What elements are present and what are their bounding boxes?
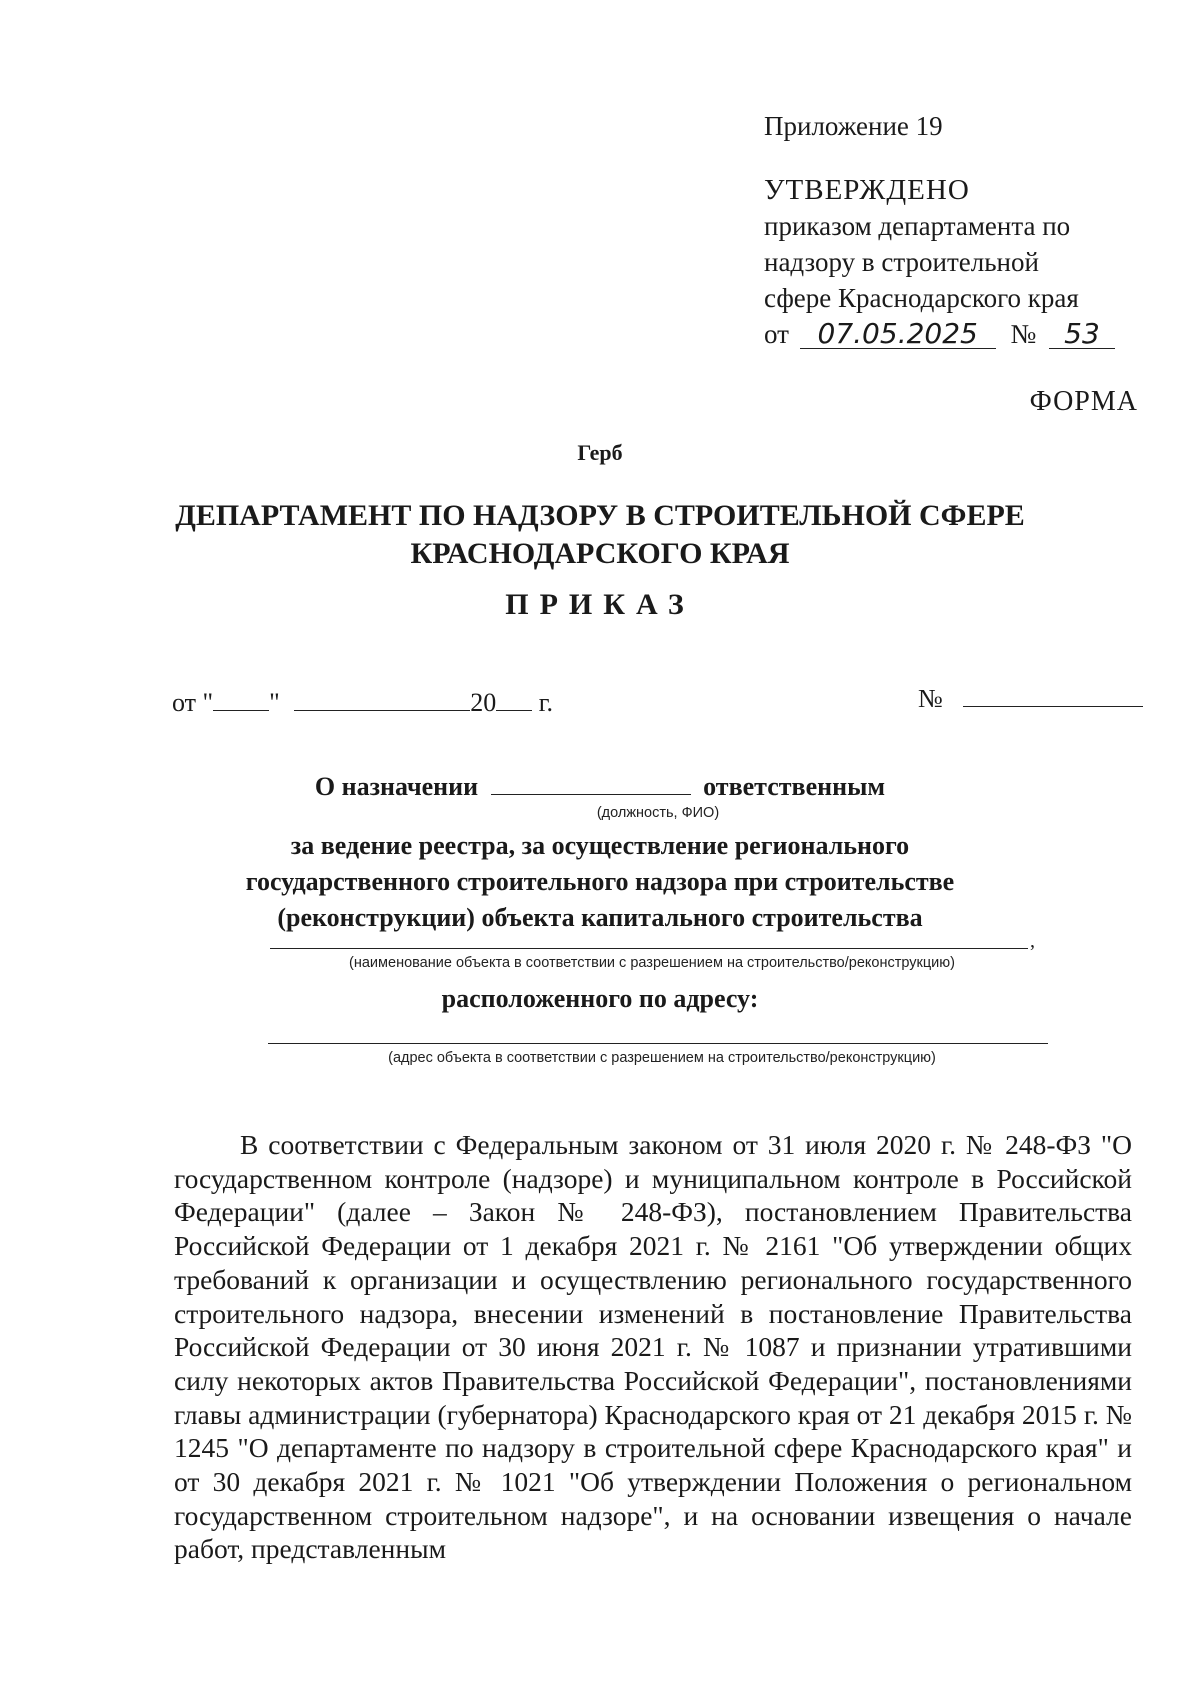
order-title-line-1: за ведение реестра, за осуществление регионального (290, 831, 910, 860)
appendix-label: Приложение 19 (764, 111, 943, 141)
order-date-quote-open: " (202, 688, 214, 717)
object-name-hint: (наименование объекта в соответствии с разрешением на строительство/реконструкцию) (349, 955, 955, 971)
object-name-comma: , (1030, 930, 1035, 952)
appointment-prefix: О назначении (314, 772, 479, 801)
order-title (200, 828, 1000, 936)
order-title-line-2: государственного строительного надзора при строительстве (245, 867, 955, 896)
order-date-line (172, 688, 553, 718)
form-label: ФОРМА (1029, 386, 1138, 417)
department-name (150, 497, 1050, 573)
coat-of-arms-placeholder: Герб (577, 440, 623, 465)
order-day-blank (213, 688, 269, 711)
department-name-line-2: КРАСНОДАРСКОГО КРАЯ (410, 537, 790, 570)
order-year-prefix: 20 (470, 688, 497, 717)
approval-date-row (764, 316, 1124, 352)
order-heading: ПРИКАЗ (505, 588, 695, 621)
object-name-blank-line (270, 948, 1028, 949)
order-year-suffix: г. (538, 688, 554, 717)
address-blank-line (268, 1043, 1048, 1044)
order-number-line (918, 684, 1143, 714)
body-paragraph: В соответствии с Федеральным законом от 31 июля 2020 г. № 248-ФЗ "О государственном контроле (надзоре) и муниципальном контроле в Российской Федерации" (далее – Закон № 248-ФЗ), постановлением Правительства Российской Федерации от 1 декабря 2021 г. № 2161 "Об утверждении общих требований к организации и осуществлению регионального государственного строительного надзора, внесении изменений в постановление Правительства Российской Федерации от 30 июня 2021 г. № 1087 и признании утратившими силу некоторых актов Правительства Российской Федерации", постановлениями главы администрации (губернатора) Краснодарского края от 21 декабря 2015 г. № 1245 "О департаменте по надзору в строительной сфере Краснодарского края" и от 30 декабря 2021 г. № 1021 "Об утверждении Положения о региональном государственном строительном надзоре", и на основании извещения о начале работ, представленным (174, 1129, 1132, 1565)
order-month-blank (294, 688, 470, 711)
order-date-from: от (172, 688, 197, 717)
appointment-suffix: ответственным (703, 772, 886, 801)
order-year-blank (496, 688, 532, 711)
approval-date-handwritten: 07.05.2025 (800, 320, 996, 349)
approved-stamp-text: УТВЕРЖДЕНО (764, 174, 970, 206)
approval-line-3: сфере Краснодарского края (764, 283, 1079, 313)
address-hint: (адрес объекта в соответствии с разрешением на строительство/реконструкцию) (388, 1050, 936, 1066)
appointment-hint: (должность, ФИО) (596, 805, 720, 821)
approval-number-prefix: № (1010, 319, 1037, 349)
appointment-line (0, 772, 1200, 802)
department-name-line-1: ДЕПАРТАМЕНТ ПО НАДЗОРУ В СТРОИТЕЛЬНОЙ СФЕРЕ (175, 499, 1025, 532)
approval-line-1: приказом департамента по (764, 211, 1071, 241)
approval-number-handwritten: 53 (1049, 320, 1115, 349)
order-date-quote-close: " (269, 688, 280, 717)
appointment-person-blank (491, 772, 691, 795)
approval-date-prefix: от (764, 319, 789, 349)
located-at-address-label: расположенного по адресу: (441, 984, 759, 1013)
approval-block (764, 108, 1124, 352)
order-title-line-3: (реконструкции) объекта капитального строительства (277, 903, 923, 932)
approval-line-2: надзору в строительной (764, 247, 1039, 277)
order-number-sign: № (918, 684, 943, 713)
order-number-blank (963, 684, 1143, 707)
